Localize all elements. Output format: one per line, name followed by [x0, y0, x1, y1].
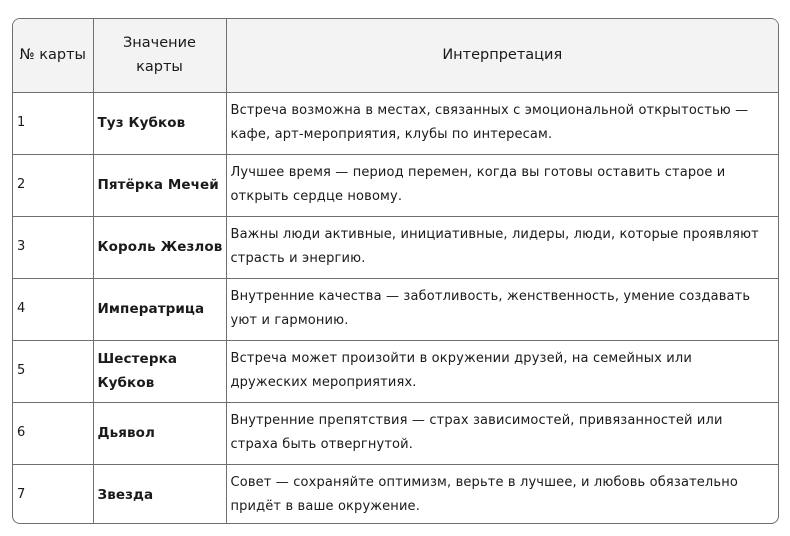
card-number: 4	[13, 278, 93, 340]
card-name: Шестерка Кубков	[93, 340, 226, 402]
card-name: Дьявол	[93, 402, 226, 464]
header-row	[13, 19, 778, 92]
card-interpretation: Внутренние качества — заботливость, женственность, умение создавать уют и гармонию.	[226, 278, 778, 340]
card-interpretation: Встреча возможна в местах, связанных с эмоциональной открытостью — кафе, арт-мероприятия, клубы по интересам.	[226, 92, 778, 154]
card-interpretation: Внутренние препятствия — страх зависимостей, привязанностей или страха быть отвергнутой.	[226, 402, 778, 464]
card-number: 1	[13, 92, 93, 154]
card-interpretation: Лучшее время — период перемен, когда вы готовы оставить старое и открыть сердце новому.	[226, 154, 778, 216]
card-number: 3	[13, 216, 93, 278]
header-card-meaning: Значение карты	[93, 19, 226, 92]
card-number: 6	[13, 402, 93, 464]
table-row	[13, 278, 778, 340]
table-row	[13, 340, 778, 402]
tarot-interpretation-table	[13, 19, 778, 524]
card-name: Пятёрка Мечей	[93, 154, 226, 216]
card-interpretation: Важны люди активные, инициативные, лидеры, люди, которые проявляют страсть и энергию.	[226, 216, 778, 278]
card-number: 2	[13, 154, 93, 216]
header-card-number: № карты	[13, 19, 93, 92]
card-name: Звезда	[93, 464, 226, 524]
card-interpretation: Встреча может произойти в окружении друзей, на семейных или дружеских мероприятиях.	[226, 340, 778, 402]
card-interpretation: Совет — сохраняйте оптимизм, верьте в лучшее, и любовь обязательно придёт в ваше окружение.	[226, 464, 778, 524]
card-number: 5	[13, 340, 93, 402]
card-name: Императрица	[93, 278, 226, 340]
table-row	[13, 154, 778, 216]
table-row	[13, 464, 778, 524]
card-number: 7	[13, 464, 93, 524]
table-row	[13, 216, 778, 278]
table-row	[13, 402, 778, 464]
card-name: Туз Кубков	[93, 92, 226, 154]
tarot-table	[12, 18, 779, 524]
header-interpretation: Интерпретация	[226, 19, 778, 92]
table-header	[13, 19, 778, 92]
table-row	[13, 92, 778, 154]
table-body	[13, 92, 778, 524]
card-name: Король Жезлов	[93, 216, 226, 278]
